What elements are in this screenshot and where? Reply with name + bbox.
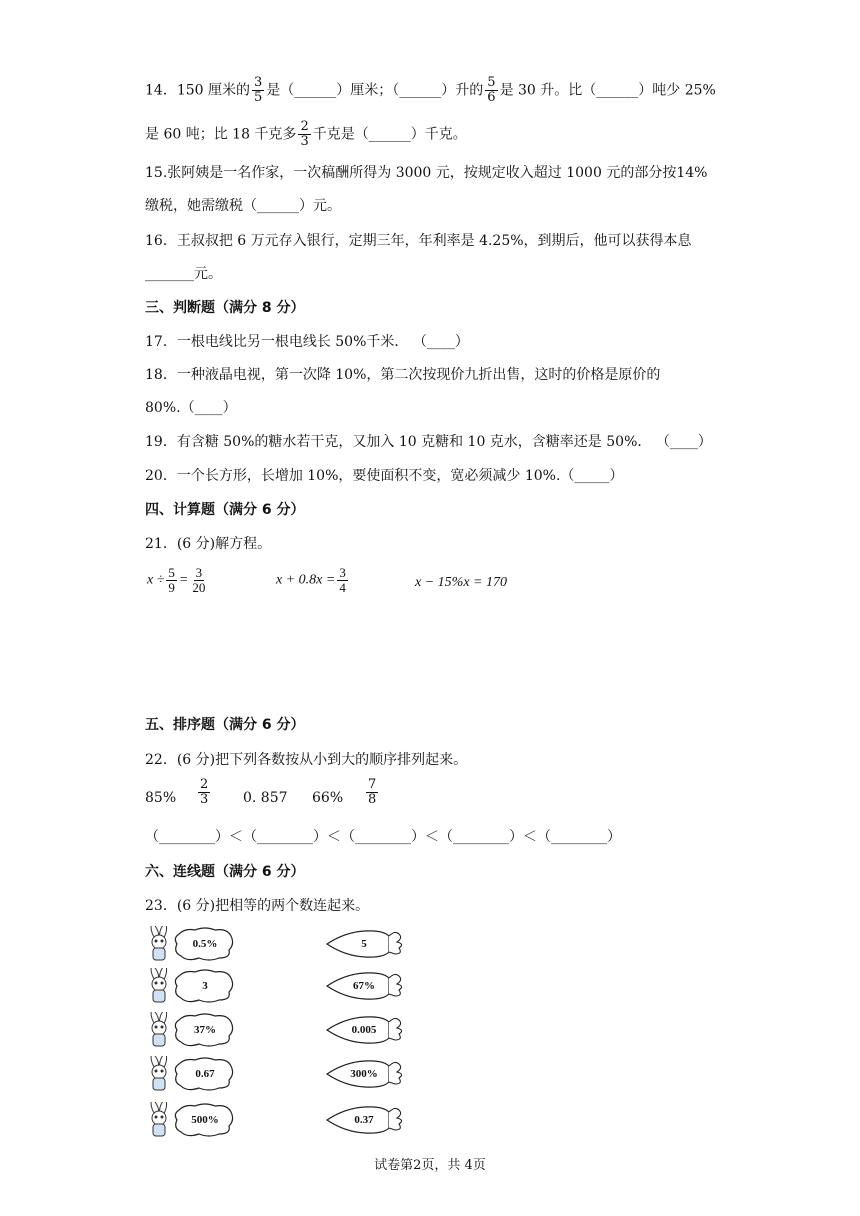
numerator: 3 [195,565,203,580]
numerator: 5 [487,75,496,90]
denominator: 3 [300,134,309,149]
numerator: 5 [168,565,175,580]
section-5-heading: 五、排序题（满分 6 分） [145,717,305,733]
q14-text-4: 是 60 吨；比 18 千克多 [145,126,297,143]
carrot-value: 0.37 [354,1114,374,1126]
denominator: 9 [168,580,175,595]
numerator: 3 [339,565,346,580]
carrot-value: 5 [361,938,367,950]
question-15-line-2: 缴税，她需缴税（______）元。 [145,198,341,214]
carrot-0[interactable] [325,928,405,960]
fraction [252,76,264,105]
section-4-heading: 四、计算题（满分 6 分） [145,502,305,518]
denominator: 6 [487,90,496,105]
carrot-value: 300% [350,1068,378,1080]
bunny-bubble-1[interactable] [145,968,235,1004]
number-66-percent: 66% [312,790,344,806]
bubble-value: 37% [194,1024,216,1036]
equation-2 [276,566,350,595]
section-6-heading: 六、连线题（满分 6 分） [145,864,305,880]
q14-text-3: 是 30 升。比（______）吨少 25% [499,82,716,99]
denominator: 4 [339,580,346,595]
question-23-title: 23．(6 分)把相等的两个数连起来。 [145,898,370,914]
fraction [190,566,207,595]
number-85-percent: 85% [145,790,177,806]
question-18-line-2: 80%.（____） [145,400,237,416]
fraction [366,778,378,807]
bunny-bubble-4[interactable] [145,1102,235,1138]
question-14-line-1 [145,76,716,105]
question-20: 20．一个长方形，长增加 10%，要使面积不变，宽必须减少 10%.（_____） [145,468,624,484]
bunny-bubble-2[interactable] [145,1012,235,1048]
numerator: 3 [254,75,263,90]
equation-1 [147,566,209,595]
question-21-title: 21．(6 分)解方程。 [145,536,272,552]
carrot-1[interactable] [325,970,405,1002]
q14-text-5: 千克是（______）千克。 [312,126,467,143]
question-19: 19．有含糖 50%的糖水若干克，又加入 10 克糖和 10 克水，含糖率还是 50%． （____） [145,434,712,450]
bubble-value: 0.67 [195,1068,215,1080]
question-15-line-1: 15.张阿姨是一名作家，一次稿酬所得为 3000 元，按规定收入超过 1000 元的部分按14% [145,165,708,181]
number-0-857: 0. 857 [243,790,288,806]
carrot-2[interactable] [325,1014,405,1046]
bubble-value: 0.5% [192,938,218,950]
eq1-lhs: x ÷ [147,572,165,588]
number-fraction-7-8 [364,778,380,807]
fraction [166,566,177,595]
equation-3: x − 15%x = 170 [415,575,507,590]
ordering-blanks: （________）＜（________）＜（________）＜（________）＜（________） [145,829,621,845]
fraction [337,566,348,595]
bubble-value: 3 [202,980,208,992]
page-footer: 试卷第2页，共 4页 [374,1158,486,1173]
section-3-heading: 三、判断题（满分 8 分） [145,300,305,316]
question-17: 17．一根电线比另一根电线长 50%千米． （____） [145,334,469,350]
numerator: 2 [200,777,209,792]
denominator: 5 [254,90,263,105]
eq2-lhs: x + 0.8x = [276,572,336,588]
question-16-line-1: 16．王叔叔把 6 万元存入银行，定期三年，年利率是 4.25%，到期后，他可以获得本息 [145,233,692,249]
fraction [198,778,210,807]
bunny-bubble-0[interactable] [145,926,235,962]
carrot-4[interactable] [325,1104,405,1136]
number-fraction-2-3 [196,778,212,807]
numerator: 2 [300,119,309,134]
eq1-equals: = [178,572,189,588]
fraction [298,120,310,149]
carrot-3[interactable] [325,1058,405,1090]
bubble-value: 500% [191,1114,219,1126]
question-22-title: 22．(6 分)把下列各数按从小到大的顺序排列起来。 [145,752,468,768]
carrot-value: 67% [353,980,375,992]
denominator: 8 [368,792,377,807]
numerator: 7 [368,777,377,792]
fraction [485,76,497,105]
q14-text-2: 是（______）厘米；（______）升的 [266,82,484,99]
denominator: 3 [200,792,209,807]
q14-text-1: 14．150 厘米的 [145,82,250,99]
carrot-value: 0.005 [351,1024,377,1036]
question-16-line-2: _______元。 [145,266,222,282]
question-14-line-2 [145,120,467,149]
question-18-line-1: 18．一种液晶电视，第一次降 10%，第二次按现价九折出售，这时的价格是原价的 [145,367,661,383]
denominator: 20 [192,580,206,595]
bunny-bubble-3[interactable] [145,1056,235,1092]
